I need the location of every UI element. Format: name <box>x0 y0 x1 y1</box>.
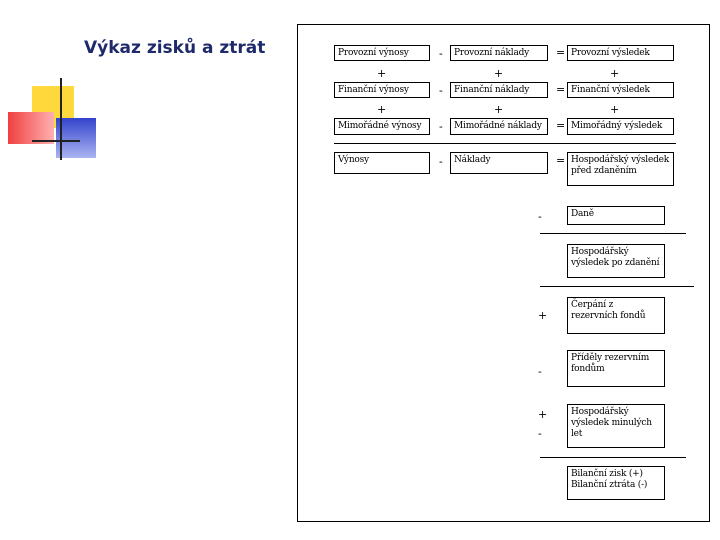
operating-costs-box: Provozní náklady <box>450 45 548 61</box>
extraordinary-revenue-box: Mimořádné výnosy <box>334 118 430 135</box>
sum-line-3 <box>540 286 694 287</box>
prior-result-box: Hospodářský výsledek minulých let <box>567 404 665 448</box>
tax-box: Daně <box>567 206 665 225</box>
operating-revenue-box: Provozní výnosy <box>334 45 430 61</box>
plus-1a: + <box>377 67 387 80</box>
row1-minus: - <box>439 47 443 60</box>
plus-1c: + <box>610 67 620 80</box>
row1-equals: = <box>556 46 566 59</box>
financial-result-box: Finanční výsledek <box>567 82 674 98</box>
final-result-box <box>567 466 665 500</box>
row4-minus: - <box>439 155 443 168</box>
financial-revenue-box: Finanční výnosy <box>334 82 430 98</box>
total-revenue-box: Výnosy <box>334 152 430 174</box>
slide-title: Výkaz zisků a ztrát <box>84 38 266 58</box>
logo-vertical-line <box>60 78 62 160</box>
plus-2c: + <box>610 103 620 116</box>
prior-plus: + <box>538 408 548 421</box>
row4-equals: = <box>556 154 566 167</box>
plus-2a: + <box>377 103 387 116</box>
balance-loss-label: Bilanční ztráta (-) <box>571 480 648 490</box>
balance-profit-label: Bilanční zisk (+) <box>571 469 643 479</box>
extraordinary-costs-box: Mimořádné náklady <box>450 118 548 135</box>
sum-line-1 <box>334 143 676 144</box>
logo-blue-square <box>56 118 96 158</box>
extraordinary-result-box: Mimořádný výsledek <box>567 118 674 135</box>
reserves-use-box: Čerpání z rezervních fondů <box>567 297 665 334</box>
row2-equals: = <box>556 83 566 96</box>
prior-minus: - <box>538 427 542 440</box>
tax-minus: - <box>538 210 542 223</box>
reserves-alloc-box: Příděly rezervním fondům <box>567 350 665 387</box>
row3-equals: = <box>556 119 566 132</box>
sum-line-2 <box>540 233 686 234</box>
plus-1b: + <box>494 67 504 80</box>
operating-result-box: Provozní výsledek <box>567 45 674 61</box>
after-tax-result-box: Hospodářský výsledek po zdanění <box>567 244 665 278</box>
plus-2b: + <box>494 103 504 116</box>
financial-costs-box: Finanční náklady <box>450 82 548 98</box>
row2-minus: - <box>439 84 443 97</box>
sum-line-4 <box>540 457 686 458</box>
logo-horizontal-line <box>32 140 80 142</box>
reserves-alloc-minus: - <box>538 365 542 378</box>
total-costs-box: Náklady <box>450 152 548 174</box>
pre-tax-result-box: Hospodářský výsledek před zdaněním <box>567 152 674 186</box>
row3-minus: - <box>439 120 443 133</box>
reserves-use-plus: + <box>538 309 548 322</box>
